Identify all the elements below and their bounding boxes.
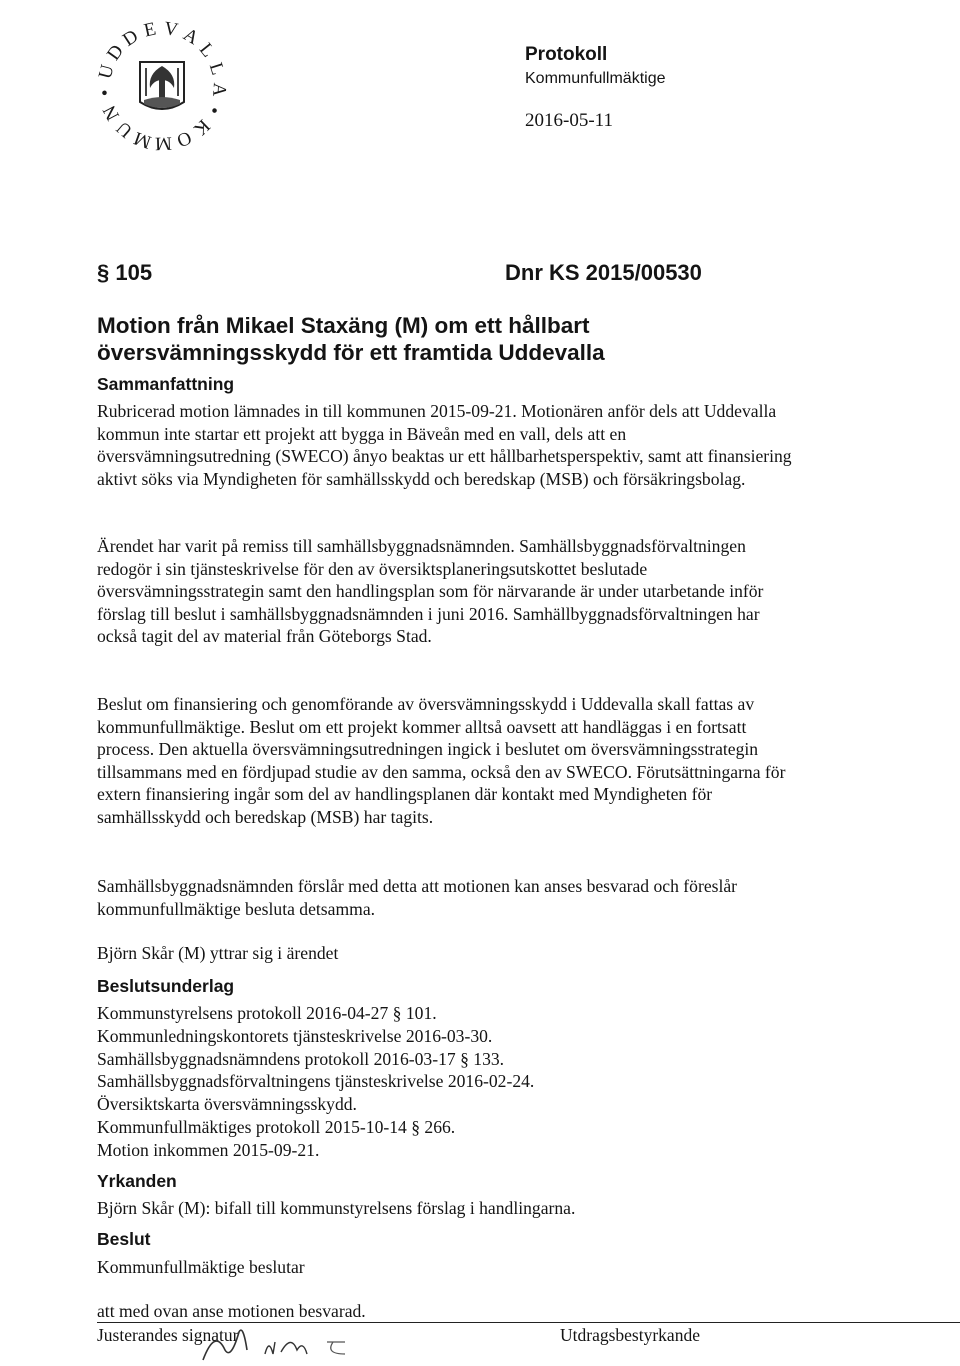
- seal-letter: •: [202, 102, 225, 118]
- list-item: Kommunledningskontorets tjänsteskrivelse 2016-03-30.: [97, 1025, 493, 1046]
- summary-paragraph-2: [97, 535, 797, 648]
- summary-text-5: Björn Skår (M) yttrar sig i ärendet: [97, 943, 339, 963]
- summary-heading: Sammanfattning: [97, 374, 235, 394]
- list-item: Kommunfullmäktiges protokoll 2015-10-14 § 266.: [97, 1116, 456, 1137]
- seal-letter: M: [131, 127, 155, 153]
- claims-text: Björn Skår (M): bifall till kommunstyrelsens förslag i handlingarna.: [97, 1198, 576, 1218]
- summary-text-3: Beslut om finansiering och genomförande av översvämningsskydd i Uddevalla skall fattas av kommunfullmäktige. Beslut om ett projekt kommer alltså oavsett att handläggas i en fortsatt process. Den aktuella översvämningsutredningen ingick i beslutet om översvämningsstrategin tillsammans med en fördjupad studie av den samma, också den av SWECO. Förutsättningarna för extern finansiering ingår som del av handlingsplanen där kontakt med Myndigheten för samhällsskydd och beredskap (MSB) har tagits.: [97, 694, 786, 827]
- doc-type: Protokoll: [525, 44, 608, 65]
- extract-certified-label: Utdragsbestyrkande: [560, 1325, 700, 1345]
- seal-letter: L: [194, 39, 219, 62]
- municipal-seal-icon: [92, 16, 232, 156]
- summary-text-4: Samhällsbyggnadsnämnden förslår med detta att motionen kan anses besvarad och föreslår kommunfullmäktige besluta detsamma.: [97, 876, 738, 919]
- list-item: Samhällsbyggnadsnämndens protokoll 2016-03-17 § 133.: [97, 1048, 505, 1069]
- seal-letter: A: [208, 82, 230, 98]
- summary-paragraph-1: [97, 400, 797, 490]
- seal-letter: U: [94, 62, 119, 82]
- dnr-number: Dnr KS 2015/00530: [505, 260, 702, 285]
- seal-letter: D: [103, 41, 129, 65]
- page-title: Motion från Mikael Staxäng (M) om ett hållbart översvämningsskydd för ett framtida Uddevalla: [97, 313, 605, 365]
- seal-letter: N: [98, 101, 124, 124]
- list-item: Motion inkommen 2015-09-21.: [97, 1139, 320, 1160]
- basis-heading: Beslutsunderlag: [97, 976, 235, 996]
- decision-heading: Beslut: [97, 1229, 151, 1249]
- handwritten-signatures: [195, 1320, 385, 1366]
- basis-list: [97, 1002, 797, 1162]
- seal-letter: D: [119, 25, 143, 51]
- decision-text: Kommunfullmäktige beslutar: [97, 1257, 305, 1277]
- seal-shield: [140, 62, 184, 109]
- seal-letter: V: [162, 18, 180, 42]
- paragraph-number: § 105: [97, 260, 153, 285]
- seal-letter: O: [173, 126, 195, 152]
- seal-letter: E: [142, 18, 158, 42]
- seal-letter: K: [189, 114, 214, 140]
- seal-letter: A: [179, 24, 203, 50]
- seal-letter: L: [204, 60, 229, 78]
- list-item: Kommunstyrelsens protokoll 2016-04-27 § 101.: [97, 1003, 437, 1023]
- seal-letter: •: [94, 88, 117, 98]
- signature-label: Justerandes signatur: [97, 1325, 239, 1345]
- seal-letter: M: [154, 132, 173, 154]
- summary-paragraph-4: [97, 875, 797, 920]
- doc-date: 2016-05-11: [525, 110, 613, 131]
- claims-heading: Yrkanden: [97, 1171, 177, 1191]
- list-item: Översiktskarta översvämningsskydd.: [97, 1094, 357, 1115]
- summary-text-1: Rubricerad motion lämnades in till kommunen 2015-09-21. Motionären anför dels att Uddevalla kommun inte startar ett projekt att bygga in Bäveån med en vall, dels att en översvämningsutredning (SWECO) ånyo beaktas ur ett hållbarhetsperspektiv, samt att finansiering aktivt söks via Myndigheten för samhällsskydd och beredskap (MSB) och försäkringsbolag.: [97, 401, 792, 489]
- summary-text-2: Ärendet har varit på remiss till samhällsbyggnadsnämnden. Samhällsbyggnadsförvaltningen redogör i sin tjänsteskrivelse för den av översiktsplaneringsutskottet beslutade översvämningsstrategin samt den handlingsplan som för närvarande är under utarbetande inför förslag till beslut i samhällsbyggnadsnämnden i juni 2016. Samhällbyggnadsförvaltningen har också tagit del av material från Göteborgs Stad.: [97, 536, 764, 646]
- decision-outcome: att med ovan anse motionen besvarad.: [97, 1301, 366, 1321]
- seal-letter: U: [112, 116, 137, 142]
- list-item: Samhällsbyggnadsförvaltningens tjänsteskrivelse 2016-02-24.: [97, 1071, 535, 1092]
- summary-paragraph-5: [97, 942, 797, 965]
- doc-body: Kommunfullmäktige: [525, 70, 666, 87]
- summary-paragraph-3: [97, 693, 797, 828]
